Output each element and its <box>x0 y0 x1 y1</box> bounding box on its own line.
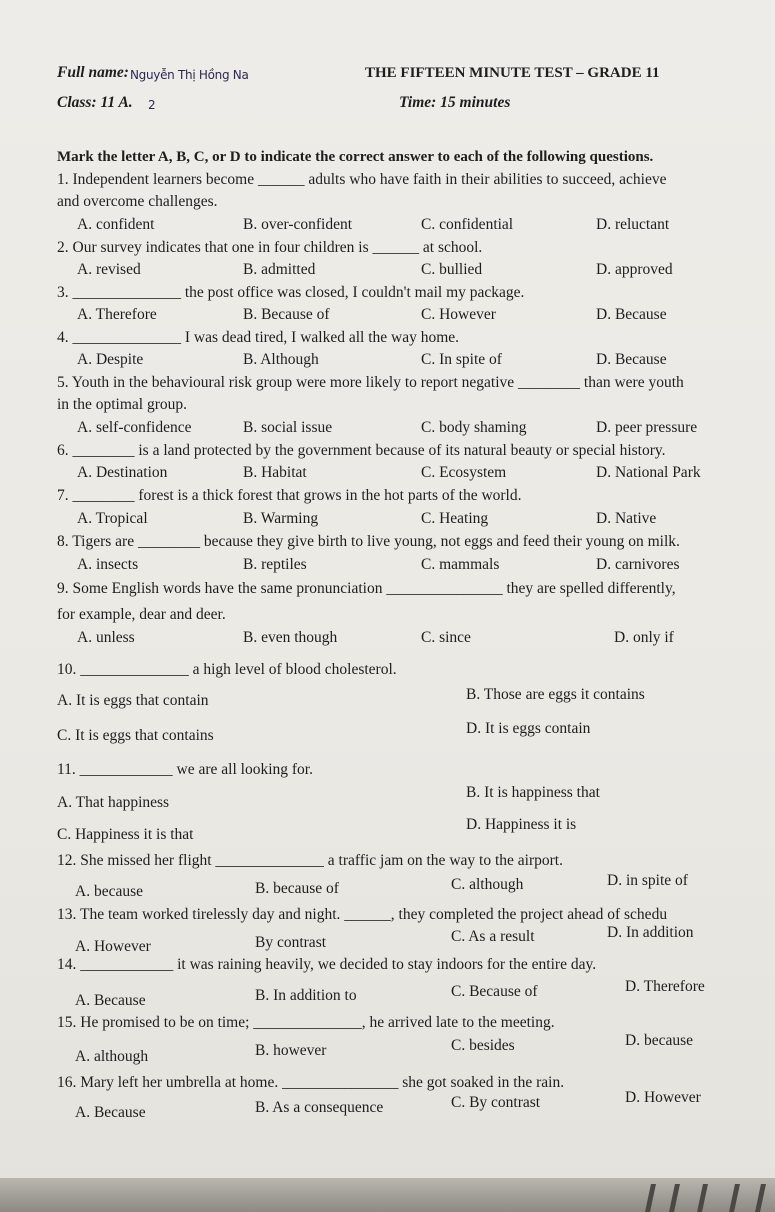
question-15-option-c[interactable]: C. besides <box>451 1037 515 1054</box>
question-9-option-a[interactable]: A. unless <box>77 629 135 646</box>
question-1-option-c[interactable]: C. confidential <box>421 216 514 233</box>
question-10-option-b[interactable]: B. Those are eggs it contains <box>466 686 645 703</box>
question-11-option-b[interactable]: B. It is happiness that <box>466 784 600 801</box>
question-1-option-d[interactable]: D. reluctant <box>596 216 670 233</box>
question-7-option-d[interactable]: D. Native <box>596 510 657 527</box>
question-5-option-b[interactable]: B. social issue <box>243 419 333 436</box>
desk-shadow-mark <box>755 1184 766 1212</box>
question-12-option-d[interactable]: D. in spite of <box>607 872 688 889</box>
question-14-line-1: 14. ____________ it was raining heavily, we decided to stay indoors for the entire day. <box>57 956 597 973</box>
question-16-option-a[interactable]: A. Because <box>75 1104 146 1121</box>
question-14-option-b[interactable]: B. In addition to <box>255 987 357 1004</box>
desk-shadow-mark <box>697 1184 708 1212</box>
question-4-option-d[interactable]: D. Because <box>596 351 667 368</box>
question-7-line-1: 7. ________ forest is a thick forest that grows in the hot parts of the world. <box>57 487 522 504</box>
question-11-option-a[interactable]: A. That happiness <box>57 794 170 811</box>
question-13-line-1: 13. The team worked tirelessly day and night. ______, they completed the project ahead of schedu <box>57 906 668 923</box>
question-4-option-b[interactable]: B. Although <box>243 351 319 368</box>
question-1-line-1: 1. Independent learners become ______ adults who have faith in their abilities to succeed, achieve <box>57 171 667 188</box>
question-13-option-a[interactable]: A. However <box>75 938 151 955</box>
question-2-option-d[interactable]: D. approved <box>596 261 673 278</box>
question-3-line-1: 3. ______________ the post office was closed, I couldn't mail my package. <box>57 284 525 301</box>
question-5-option-a[interactable]: A. self-confidence <box>77 419 192 436</box>
question-4-option-a[interactable]: A. Despite <box>77 351 144 368</box>
question-16-option-b[interactable]: B. As a consequence <box>255 1099 384 1116</box>
question-2-option-a[interactable]: A. revised <box>77 261 141 278</box>
question-5-line-1: 5. Youth in the behavioural risk group were more likely to report negative ________ than were youth <box>57 374 684 391</box>
question-8-option-d[interactable]: D. carnivores <box>596 556 680 573</box>
question-11-line-1: 11. ____________ we are all looking for. <box>57 761 313 778</box>
question-11-option-d[interactable]: D. Happiness it is <box>466 816 577 833</box>
question-14-option-a[interactable]: A. Because <box>75 992 146 1009</box>
desk-edge <box>0 1178 775 1212</box>
question-1-option-a[interactable]: A. confident <box>77 216 155 233</box>
question-14-option-d[interactable]: D. Therefore <box>625 978 705 995</box>
question-12-option-a[interactable]: A. because <box>75 883 143 900</box>
instruction: Mark the letter A, B, C, or D to indicate the correct answer to each of the following questions. <box>57 149 654 165</box>
question-9-line-1: 9. Some English words have the same pronunciation _______________ they are spelled differently, <box>57 580 676 597</box>
question-3-option-a[interactable]: A. Therefore <box>77 306 157 323</box>
question-4-line-1: 4. ______________ I was dead tired, I walked all the way home. <box>57 329 460 346</box>
question-2-option-c[interactable]: C. bullied <box>421 261 483 278</box>
question-5-option-c[interactable]: C. body shaming <box>421 419 527 436</box>
question-8-line-1: 8. Tigers are ________ because they give birth to live young, not eggs and feed their young on milk. <box>57 533 680 550</box>
question-13-option-d[interactable]: D. In addition <box>607 924 694 941</box>
class-label: Class: 11 A. <box>57 94 133 111</box>
test-title: THE FIFTEEN MINUTE TEST – GRADE 11 <box>365 65 660 81</box>
question-6-option-d[interactable]: D. National Park <box>596 464 701 481</box>
question-13-option-b[interactable]: By contrast <box>255 934 327 951</box>
question-1-line-2: and overcome challenges. <box>57 193 218 210</box>
question-7-option-c[interactable]: C. Heating <box>421 510 489 527</box>
question-12-line-1: 12. She missed her flight ______________ a traffic jam on the way to the airport. <box>57 852 563 869</box>
question-9-option-b[interactable]: B. even though <box>243 629 338 646</box>
question-10-option-a[interactable]: A. It is eggs that contain <box>57 692 209 709</box>
question-5-line-2: in the optimal group. <box>57 396 188 413</box>
desk-shadow-mark <box>669 1184 680 1212</box>
question-9-option-c[interactable]: C. since <box>421 629 471 646</box>
question-5-option-d[interactable]: D. peer pressure <box>596 419 698 436</box>
question-15-option-b[interactable]: B. however <box>255 1042 327 1059</box>
question-6-option-c[interactable]: C. Ecosystem <box>421 464 507 481</box>
question-10-line-1: 10. ______________ a high level of blood cholesterol. <box>57 661 397 678</box>
question-3-option-c[interactable]: C. However <box>421 306 496 323</box>
question-12-option-b[interactable]: B. because of <box>255 880 339 897</box>
question-10-option-d[interactable]: D. It is eggs contain <box>466 720 591 737</box>
question-2-line-1: 2. Our survey indicates that one in four children is ______ at school. <box>57 239 483 256</box>
question-8-option-c[interactable]: C. mammals <box>421 556 500 573</box>
question-3-option-b[interactable]: B. Because of <box>243 306 330 323</box>
full-name-value: Nguyễn Thị Hồng Na <box>130 68 249 82</box>
question-15-option-a[interactable]: A. although <box>75 1048 149 1065</box>
desk-shadow-mark <box>645 1184 656 1212</box>
question-8-option-a[interactable]: A. insects <box>77 556 139 573</box>
desk-shadow-mark <box>729 1184 740 1212</box>
question-7-option-a[interactable]: A. Tropical <box>77 510 148 527</box>
question-9-line-2: for example, dear and deer. <box>57 606 226 623</box>
question-16-option-c[interactable]: C. By contrast <box>451 1094 541 1111</box>
question-11-option-c[interactable]: C. Happiness it is that <box>57 826 194 843</box>
question-14-option-c[interactable]: C. Because of <box>451 983 538 1000</box>
question-2-option-b[interactable]: B. admitted <box>243 261 316 278</box>
question-8-option-b[interactable]: B. reptiles <box>243 556 307 573</box>
question-12-option-c[interactable]: C. although <box>451 876 524 893</box>
time-label: Time: 15 minutes <box>399 94 511 111</box>
question-9-option-d[interactable]: D. only if <box>614 629 674 646</box>
question-16-line-1: 16. Mary left her umbrella at home. _______________ she got soaked in the rain. <box>57 1074 565 1091</box>
question-7-option-b[interactable]: B. Warming <box>243 510 319 527</box>
question-1-option-b[interactable]: B. over-confident <box>243 216 353 233</box>
question-4-option-c[interactable]: C. In spite of <box>421 351 502 368</box>
question-3-option-d[interactable]: D. Because <box>596 306 667 323</box>
full-name-label: Full name: <box>57 64 129 81</box>
class-value: 2 <box>148 98 156 112</box>
question-13-option-c[interactable]: C. As a result <box>451 928 535 945</box>
question-16-option-d[interactable]: D. However <box>625 1089 701 1106</box>
question-15-option-d[interactable]: D. because <box>625 1032 693 1049</box>
question-6-option-a[interactable]: A. Destination <box>77 464 168 481</box>
question-6-option-b[interactable]: B. Habitat <box>243 464 307 481</box>
question-6-line-1: 6. ________ is a land protected by the government because of its natural beauty or special history. <box>57 442 666 459</box>
question-10-option-c[interactable]: C. It is eggs that contains <box>57 727 214 744</box>
question-15-line-1: 15. He promised to be on time; ______________, he arrived late to the meeting. <box>57 1014 555 1031</box>
